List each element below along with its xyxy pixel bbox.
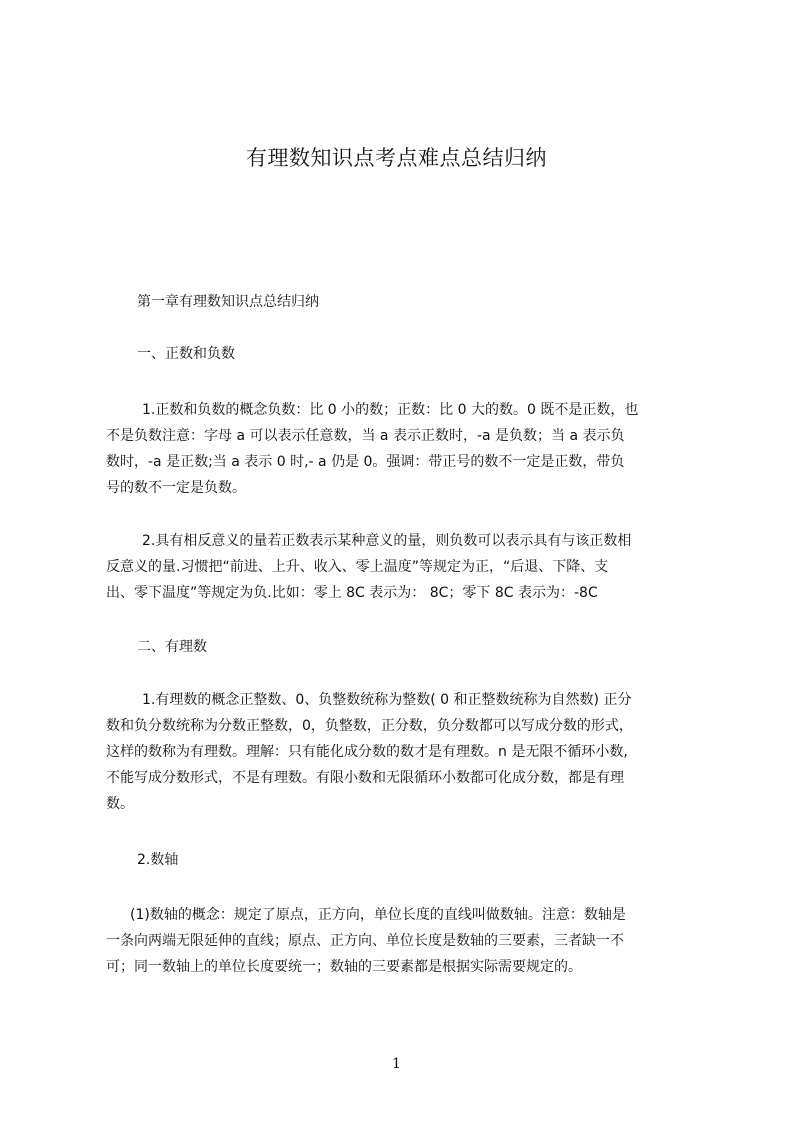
sub-heading-number-line: 2.数轴 xyxy=(137,852,179,868)
paragraph-line: 数。 xyxy=(106,796,134,812)
section-heading-rational-numbers: 二、有理数 xyxy=(137,639,207,655)
paragraph-number-line-concept xyxy=(106,902,626,980)
chapter-heading: 第一章有理数知识点总结归纳 xyxy=(137,294,319,310)
paragraph-line: 反意义的量.习惯把“前进、上升、收入、零上温度”等规定为正，“后退、下降、支 xyxy=(106,559,609,575)
page-number: 1 xyxy=(392,1056,401,1072)
paragraph-opposite-quantities xyxy=(106,528,631,606)
page-title: 有理数知识点考点难点总结归纳 xyxy=(246,146,547,170)
paragraph-line: 一条向两端无限延伸的直线；原点、正方向、单位长度是数轴的三要素，三者缺一不 xyxy=(106,933,624,949)
paragraph-line: 这样的数称为有理数。理解：只有能化成分数的数才是有理数。n 是无限不循环小数, xyxy=(106,744,628,760)
paragraph-line: 数和负分数统称为分数正整数，0，负整数，正分数，负分数都可以写成分数的形式， xyxy=(106,718,633,734)
paragraph-line: 号的数不一定是负数。 xyxy=(106,480,246,496)
paragraph-line: 数时，-a 是正数;当 a 表示 0 时,- a 仍是 0。强调：带正号的数不一定是正数，带负 xyxy=(106,454,625,470)
paragraph-line: (1)数轴的概念：规定了原点，正方向，单位长度的直线叫做数轴。注意：数轴是 xyxy=(130,907,626,923)
section-heading-positive-negative: 一、正数和负数 xyxy=(137,346,235,362)
paragraph-line: 1.有理数的概念正整数、0、负整数统称为整数( 0 和正整数统称为自然数) 正分 xyxy=(142,692,632,708)
paragraph-positive-negative-concept xyxy=(106,397,638,501)
paragraph-line: 不是负数注意：字母 a 可以表示任意数，当 a 表示正数时，-a 是负数；当 a 表示负 xyxy=(106,428,625,444)
paragraph-rational-concept xyxy=(106,687,633,817)
paragraph-line: 不能写成分数形式，不是有理数。有限小数和无限循环小数都可化成分数，都是有理 xyxy=(106,770,624,786)
paragraph-line: 出、零下温度”等规定为负.比如：零上 8C 表示为： 8C；零下 8C 表示为：-8C xyxy=(106,585,598,601)
paragraph-line: 1.正数和负数的概念负数：比 0 小的数；正数：比 0 大的数。0 既不是正数，也 xyxy=(142,402,639,418)
paragraph-line: 可；同一数轴上的单位长度要统一；数轴的三要素都是根据实际需要规定的。 xyxy=(106,959,582,975)
paragraph-line: 2.具有相反意义的量若正数表示某种意义的量，则负数可以表示具有与该正数相 xyxy=(142,533,632,549)
